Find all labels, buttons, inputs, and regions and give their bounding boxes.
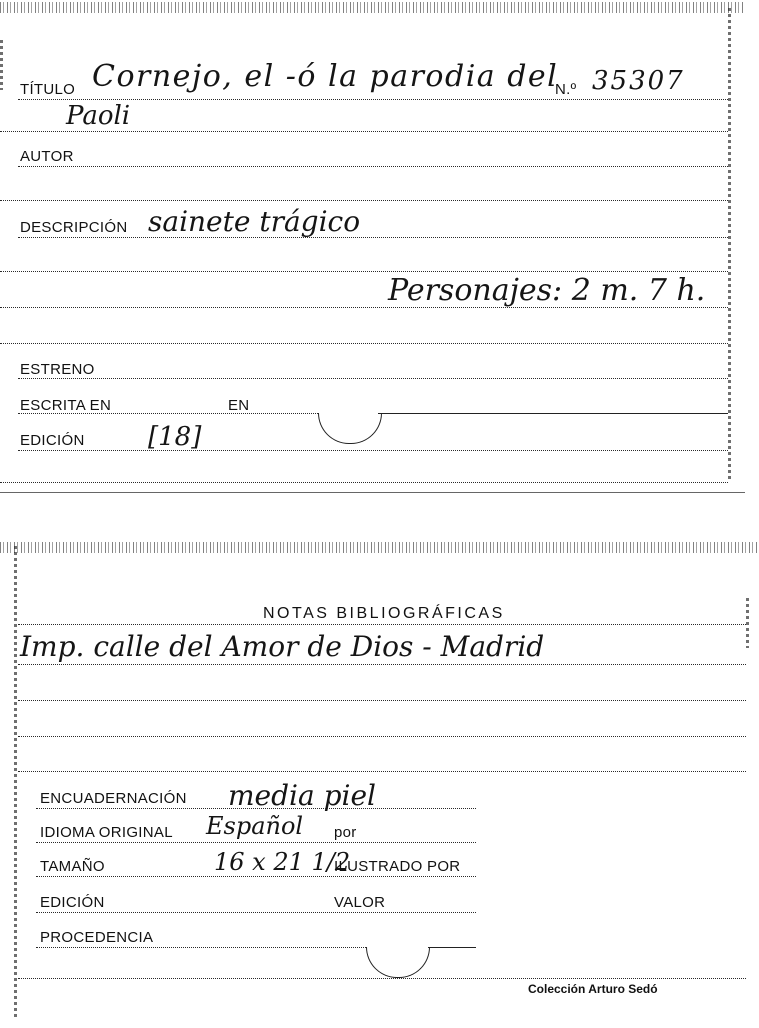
encuadernacion-line <box>36 808 476 809</box>
ruled-line <box>18 664 746 665</box>
tamano-line <box>36 876 476 877</box>
valor-label: VALOR <box>334 894 386 911</box>
tamano-label: TAMAÑO <box>40 858 105 875</box>
ruled-line <box>18 771 746 772</box>
encuadernacion-label: ENCUADERNACIÓN <box>40 790 187 807</box>
card-left-mark <box>0 40 3 90</box>
escrita-en-label: ESCRITA EN <box>20 397 112 414</box>
edicion-line <box>36 912 476 913</box>
titulo-label: TÍTULO <box>20 81 76 98</box>
personajes-value: Personajes: 2 m. 7 h. <box>388 273 706 308</box>
ilustrado-por-label: ILUSTRADO POR <box>334 858 461 875</box>
titulo-value-continued: Paoli <box>66 101 131 131</box>
procedencia-line-end <box>428 947 476 948</box>
descripcion-line <box>18 237 728 238</box>
ruled-line <box>0 131 728 132</box>
estreno-line <box>18 378 728 379</box>
estreno-label: ESTRENO <box>20 361 95 378</box>
card-top-edge <box>0 2 745 13</box>
edicion-label: EDICIÓN <box>40 894 105 911</box>
ruled-line <box>0 343 728 344</box>
procedencia-label: PROCEDENCIA <box>40 929 154 946</box>
card-top-edge <box>0 542 759 553</box>
catalog-card-front <box>0 0 745 490</box>
encuadernacion-value: media piel <box>228 779 376 812</box>
nota-text: Imp. calle del Amor de Dios - Madrid <box>20 630 545 663</box>
numero-label: N.º <box>555 81 577 98</box>
autor-label: AUTOR <box>20 148 74 165</box>
edicion-label: EDICIÓN <box>20 432 85 449</box>
en-line <box>378 413 728 414</box>
ruled-line <box>18 736 746 737</box>
ruled-line <box>18 700 746 701</box>
por-label: por <box>334 824 357 841</box>
card-notch <box>366 947 430 978</box>
bottom-line <box>18 978 746 979</box>
card-left-edge <box>14 546 17 1020</box>
titulo-value: Cornejo, el -ó la parodia del <box>92 59 559 94</box>
tamano-value: 16 x 21 1/2 <box>214 848 351 876</box>
autor-line <box>18 166 728 167</box>
coleccion-stamp: Colección Arturo Sedó <box>528 982 658 996</box>
ruled-line <box>18 624 746 625</box>
descripcion-label: DESCRIPCIÓN <box>20 219 128 236</box>
card-right-edge <box>728 8 731 482</box>
titulo-line <box>18 99 728 100</box>
idioma-original-value: Español <box>206 812 304 840</box>
ruled-line <box>0 307 728 308</box>
idioma-line <box>36 842 476 843</box>
en-label: EN <box>228 397 250 414</box>
bottom-line <box>0 482 728 483</box>
descripcion-value: sainete trágico <box>148 205 361 238</box>
ruled-line <box>0 200 728 201</box>
idioma-original-label: IDIOMA ORIGINAL <box>40 824 173 841</box>
numero-value: 35307 <box>592 66 685 96</box>
escrita-en-line <box>18 413 318 414</box>
card-right-mark <box>746 598 749 648</box>
card-notch <box>318 413 382 444</box>
catalog-card-back <box>0 538 759 1028</box>
ruled-line <box>0 271 728 272</box>
edicion-line <box>18 450 728 451</box>
notas-heading: NOTAS BIBLIOGRÁFICAS <box>263 605 505 622</box>
card-divider <box>0 492 745 493</box>
edicion-value: [18] <box>148 422 202 452</box>
procedencia-line <box>36 947 366 948</box>
